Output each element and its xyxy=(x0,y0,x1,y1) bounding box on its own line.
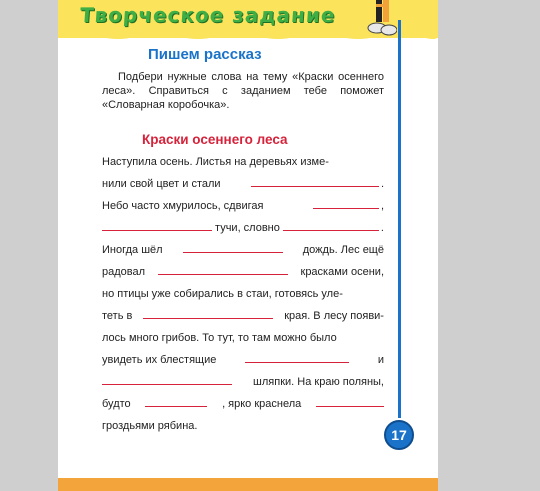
story-text: . xyxy=(380,222,384,234)
story-text: но птицы уже собирались в стаи, готовясь уле- xyxy=(102,288,343,300)
story-title: Краски осеннего леса xyxy=(142,132,288,147)
answer-blank[interactable] xyxy=(245,361,349,363)
story-text: дождь. Лес ещё xyxy=(302,244,384,256)
answer-blank[interactable] xyxy=(143,317,273,319)
story-text: гроздьями рябина. xyxy=(102,420,198,432)
story-line-8 xyxy=(102,310,384,322)
story-text: радовал xyxy=(102,266,146,278)
story-text: лось много грибов. То тут, то там можно было xyxy=(102,332,337,344)
story-line-6 xyxy=(102,266,384,278)
textbook-page xyxy=(58,0,438,491)
story-text: тучи, словно xyxy=(215,222,280,234)
answer-blank[interactable] xyxy=(183,251,283,253)
story-line-9 xyxy=(102,332,384,344)
margin-rule-line xyxy=(398,20,401,418)
answer-blank[interactable] xyxy=(158,273,288,275)
story-line-13 xyxy=(102,420,384,432)
answer-blank[interactable] xyxy=(316,405,384,407)
story-text: теть в xyxy=(102,310,133,322)
next-page-edge xyxy=(58,478,438,491)
story-line-10 xyxy=(102,354,384,366)
story-text: шляпки. На краю поляны, xyxy=(253,376,384,388)
story-line-2 xyxy=(102,178,384,190)
story-text: увидеть их блестящие xyxy=(102,354,217,366)
character-feet-icon xyxy=(367,0,397,40)
story-line-1 xyxy=(102,156,384,168)
story-text: и xyxy=(377,354,384,366)
story-text: красками осени, xyxy=(300,266,384,278)
story-text: нили свой цвет и стали xyxy=(102,178,221,190)
page-number-badge: 17 xyxy=(384,420,414,450)
answer-blank[interactable] xyxy=(102,229,212,231)
story-line-3 xyxy=(102,200,384,212)
answer-blank[interactable] xyxy=(283,229,379,231)
story-text: Иногда шёл xyxy=(102,244,163,256)
task-instructions: Подбери нужные слова на тему «Краски осеннего леса». Справиться с заданием тебе поможет «Словарная коробочка». xyxy=(102,71,384,111)
banner-title: Творческое задание xyxy=(79,3,337,27)
story-text: . xyxy=(380,178,384,190)
answer-blank[interactable] xyxy=(145,405,207,407)
story-text: , ярко краснела xyxy=(222,398,302,410)
story-text: , xyxy=(380,200,384,212)
answer-blank[interactable] xyxy=(102,383,232,385)
story-text: Небо часто хмурилось, сдвигая xyxy=(102,200,264,212)
story-text: края. В лесу появи- xyxy=(284,310,384,322)
story-line-4 xyxy=(102,222,384,234)
story-text: будто xyxy=(102,398,131,410)
story-line-12 xyxy=(102,398,384,410)
answer-blank[interactable] xyxy=(313,207,379,209)
story-line-5 xyxy=(102,244,384,256)
answer-blank[interactable] xyxy=(251,185,379,187)
story-line-11 xyxy=(102,376,384,388)
story-line-7 xyxy=(102,288,384,300)
story-text: Наступила осень. Листья на деревьях изме- xyxy=(102,156,329,168)
section-title: Пишем рассказ xyxy=(148,46,262,63)
